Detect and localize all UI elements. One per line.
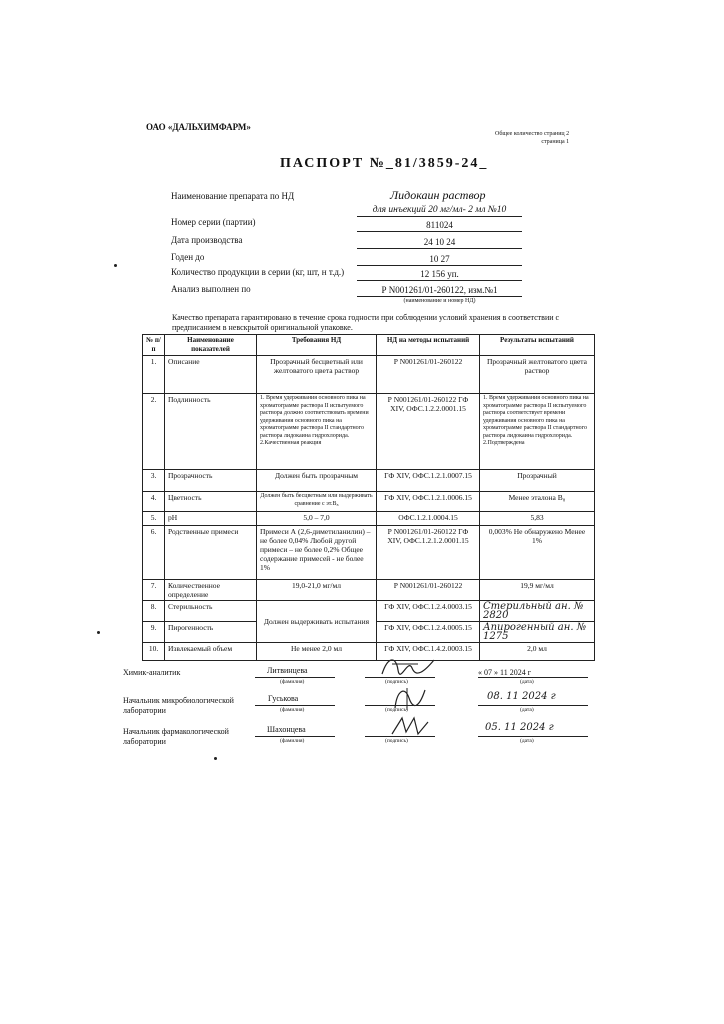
sig-role-chemist: Химик-аналитик [123,668,181,677]
cell-method: ОФС.1.2.1.0004.15 [377,512,480,526]
cell-num: 8. [143,601,165,622]
cell-requirement: Примеси А (2,6-диметиланилин) – не более 0,04% Любой другой примеси – не более 0,2% Общее содержание примесей - не более 1% [257,526,377,580]
cell-indicator: Пирогенность [165,622,257,643]
header-result: Результаты испытаний [480,335,595,356]
table-row [143,492,595,512]
cell-num: 5. [143,512,165,526]
field-label-analysis: Анализ выполнен по [171,284,251,294]
sig-line [478,677,588,678]
caption-signature: (подпись) [385,679,408,685]
cell-result: 19,9 мг/мл [480,580,595,601]
cell-result: Менее эталона В₈ [480,492,595,512]
caption-date: (дата) [520,679,534,685]
caption-surname: (фамилия) [280,707,305,713]
sig-date-micro: 08. 11 2024 г [487,691,556,702]
cell-requirement: Должен быть прозрачным [257,470,377,492]
field-value-drug-form: для инъекций 20 мг/мл- 2 мл №10 [372,205,507,215]
cell-indicator: Родственные примеси [165,526,257,580]
sig-name-pharm: Шахонцева [267,725,306,734]
sig-line [255,705,335,706]
cell-requirement: Должен быть бесцветным или выдерживать сравнение с эт.В₈ [257,492,377,512]
cell-requirement: 19,0-21,0 мг/мл [257,580,377,601]
table-row [143,580,595,601]
cell-requirement: 1. Время удерживания основного пика на хроматограмме раствора II испытуемого раствора должно соответствовать времени удерживания основного пика на хроматограмме раствора II стандартного раствора лидокаина гидрохлорида. 2.Качественная реакция [257,394,377,470]
table-row [143,470,595,492]
cell-num: 2. [143,394,165,470]
cell-indicator: Стерильность [165,601,257,622]
field-label-quantity: Количество продукции в серии (кг, шт, н т.д.) [171,267,345,277]
cell-result: 0,003% Не обнаружено Менее 1% [480,526,595,580]
scan-dot [97,631,100,634]
sig-role-micro: Начальник микробиологической лаборатории [123,696,234,715]
caption-date: (дата) [520,738,534,744]
signature-scribble [378,652,438,682]
spec-table [142,334,595,661]
table-row [143,394,595,470]
underline [357,296,522,297]
cell-method: ГФ XIV, ОФС.1.2.4.0005.15 [377,622,480,643]
field-value-expiry: 10 27 [429,254,450,264]
underline [357,265,522,266]
cell-requirement: Прозрачный бесцветный или желтоватого цвета раствор [257,356,377,394]
table-row [143,512,595,526]
cell-result: 5,83 [480,512,595,526]
cell-method: ГФ XIV, ОФС.1.2.1.0007.15 [377,470,480,492]
field-label-expiry: Годен до [171,252,205,262]
cell-requirement: Не менее 2,0 мл [257,643,377,661]
signature-scribble [385,684,435,712]
header-num: № п/п [143,335,165,356]
field-value-prod-date: 24 10 24 [423,237,456,247]
table-header-row [143,335,595,356]
table-row [143,356,595,394]
cell-indicator: Описание [165,356,257,394]
caption-date: (дата) [520,707,534,713]
table-row [143,601,595,622]
page-number: страница 1 [541,139,570,145]
sig-date-chemist: « 07 » 11 2024 г [478,668,531,677]
table-row [143,526,595,580]
field-value-quantity: 12 156 уп. [420,269,459,279]
scan-dot [214,757,217,760]
caption-signature: (подпись) [385,738,408,744]
cell-indicator: Количественное определение [165,580,257,601]
cell-num: 7. [143,580,165,601]
table-row [143,643,595,661]
cell-num: 6. [143,526,165,580]
pages-total: Общее количество страниц 2 [495,131,570,137]
underline [357,216,522,217]
caption-surname: (фамилия) [280,738,305,744]
cell-result: 2,0 мл [480,643,595,661]
sig-line [478,705,588,706]
drug-name: Лидокаин раствор [390,188,486,202]
sig-name-chemist: Литвинцева [267,666,308,675]
field-value-analysis: Р N001261/01-260122, изм.№1 [381,285,498,295]
guarantee-text: Качество препарата гарантировано в течение срока годности при соблюдении условий хранения в соответствии с предписанием в невскрытой оригинальной упаковке. [172,313,560,332]
field-label-drug: Наименование препарата по НД [171,191,295,201]
signature-scribble [388,712,433,742]
header-method: НД на методы испытаний [377,335,480,356]
caption-surname: (фамилия) [280,679,305,685]
passport-title: ПАСПОРТ №_81/3859-24_ [280,156,489,171]
cell-indicator: Цветность [165,492,257,512]
sig-role-pharm: Начальник фармакологической лаборатории [123,727,229,746]
cell-result: 1. Время удерживания основного пика на хроматограмме раствора II испытуемого раствора соответствует времени удерживания основного пика на хроматограмме раствора II стандартного раствора лидокаина гидрохлорида. 2.Подтверждена [480,394,595,470]
field-label-prod-date: Дата производства [171,235,243,245]
cell-num: 10. [143,643,165,661]
cell-method: Р N001261/01-260122 [377,580,480,601]
sig-line [255,677,335,678]
sig-name-micro: Гуськова [268,694,299,703]
sig-line [478,736,588,737]
cell-indicator: Подлинность [165,394,257,470]
cell-num: 3. [143,470,165,492]
underline [357,231,522,232]
field-note-analysis: (наименование и номер НД) [403,298,476,304]
cell-num: 9. [143,622,165,643]
field-value-drug [390,188,486,203]
underline [357,248,522,249]
cell-result: Апирогенный ан. № 1275 [480,622,595,643]
cell-method: Р N001261/01-260122 ГФ XIV, ОФС.1.2.1.2.0001.15 [377,526,480,580]
underline [357,280,522,281]
cell-requirement: Должен выдерживать испытания [257,601,377,643]
cell-method: Р N001261/01-260122 ГФ XIV, ОФС.1.2.2.0001.15 [377,394,480,470]
cell-num: 4. [143,492,165,512]
sig-line [255,736,335,737]
cell-num: 1. [143,356,165,394]
header-requirement: Требования НД [257,335,377,356]
cell-method: ГФ XIV, ОФС.1.4.2.0003.15 [377,643,480,661]
company-name: ОАО «ДАЛЬХИМФАРМ» [146,122,251,132]
cell-indicator: Прозрачность [165,470,257,492]
sig-date-pharm: 05. 11 2024 г [485,722,554,733]
cell-method: ГФ XIV, ОФС.1.2.1.0006.15 [377,492,480,512]
cell-indicator: Извлекаемый объем [165,643,257,661]
cell-requirement: 5,0 – 7,0 [257,512,377,526]
cell-result: Прозрачный [480,470,595,492]
cell-indicator: pH [165,512,257,526]
page-count [495,130,569,146]
scan-dot [114,264,117,267]
cell-method: ГФ XIV, ОФС.1.2.4.0003.15 [377,601,480,622]
cell-result: Стерильный ан. № 2820 [480,601,595,622]
cell-result: Прозрачный желтоватого цвета раствор [480,356,595,394]
caption-signature: (подпись) [385,707,408,713]
field-value-series: 811024 [426,220,453,230]
field-label-series: Номер серии (партии) [171,217,256,227]
cell-method: Р N001261/01-260122 [377,356,480,394]
header-indicator: Наименование показателей [165,335,257,356]
